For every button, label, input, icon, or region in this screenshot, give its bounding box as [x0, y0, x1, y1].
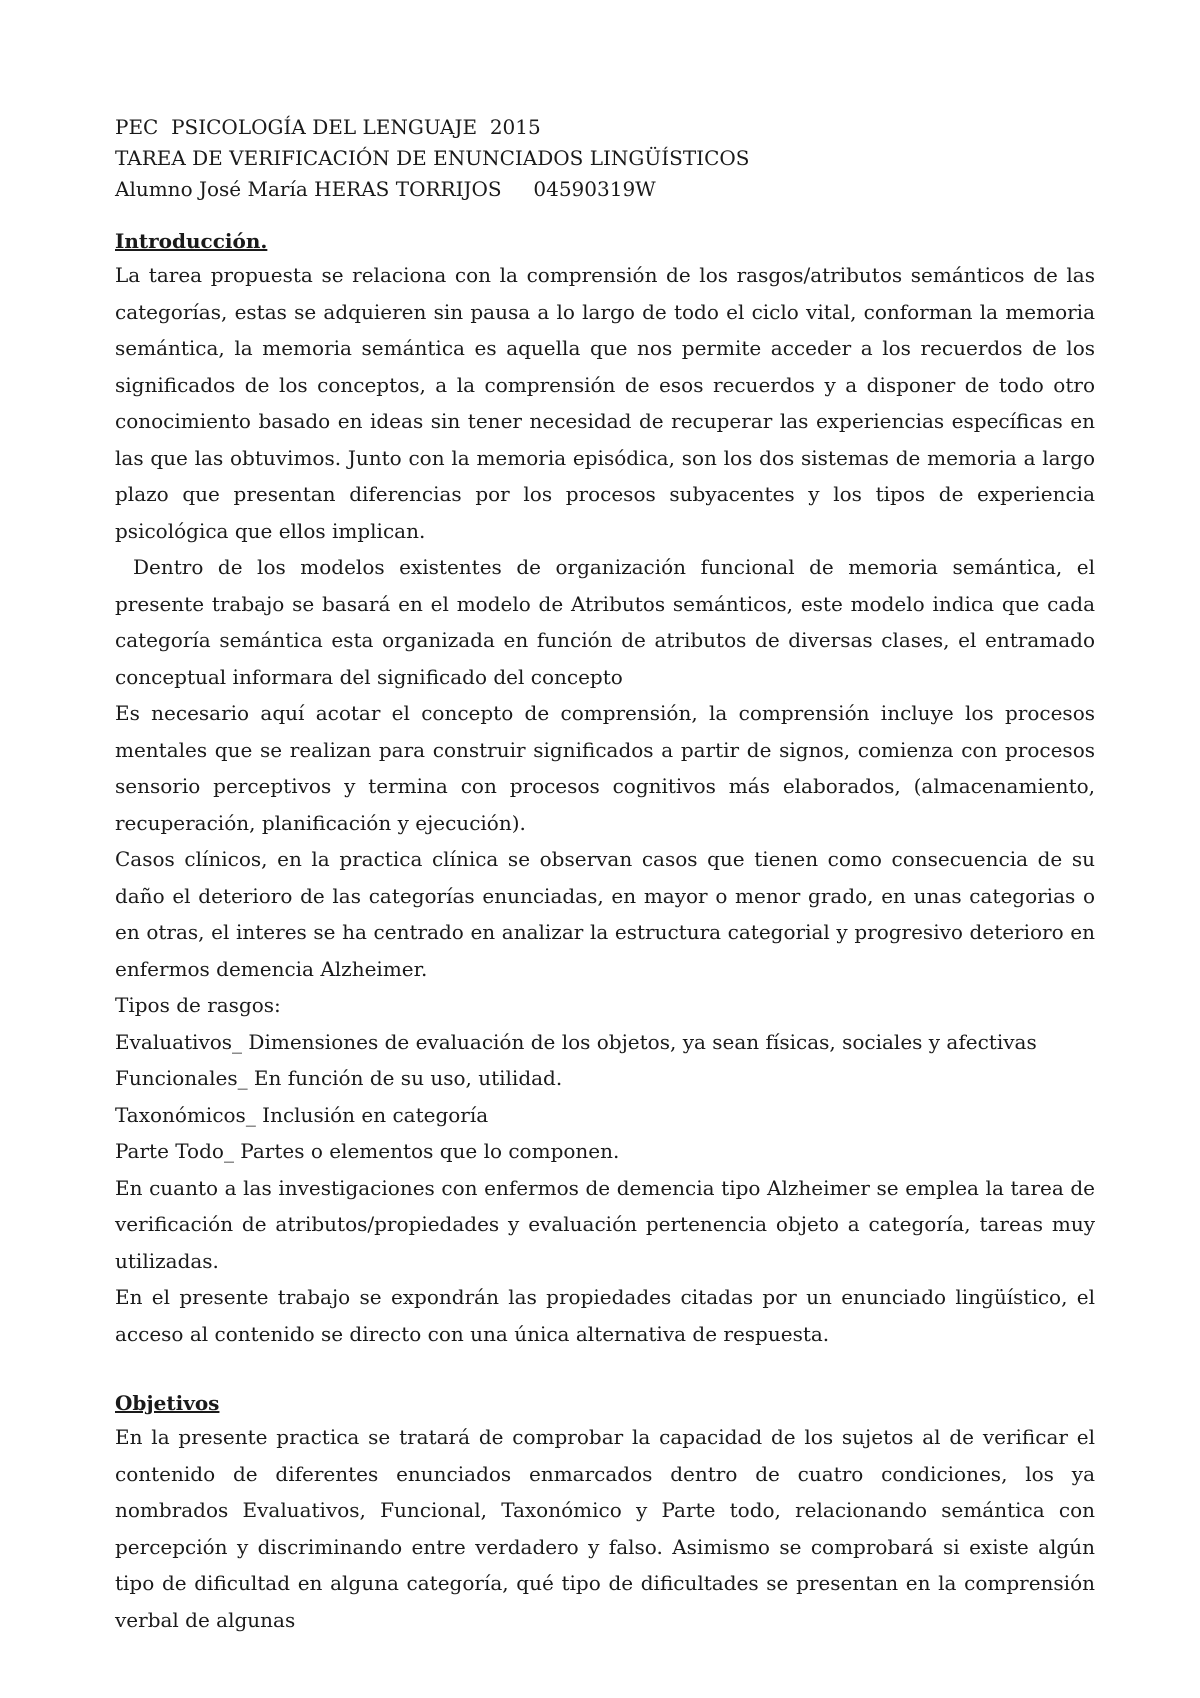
intro-paragraph-5: En cuanto a las investigaciones con enfermos de demencia tipo Alzheimer se emplea la tarea de verificación de atributos/propiedades y evaluación pertenencia objeto a categoría, tareas muy utilizadas. [115, 1175, 1095, 1273]
intro-paragraph-1: La tarea propuesta se relaciona con la comprensión de los rasgos/atributos semánticos de las categorías, estas se adquieren sin pausa a lo largo de todo el ciclo vital, conforman la memoria semántica, la memoria semántica es aquella que nos permite acceder a los recuerdos de los significados de los conceptos, a la comprensión de esos recuerdos y a disponer de todo otro conocimiento basado en ideas sin tener necesidad de recuperar las experiencias específicas en las que las obtuvimos. Junto con la memoria episódica, son los dos sistemas de memoria a largo plazo que presentan diferencias por los procesos subyacentes y los tipos de experiencia psicológica que ellos implican. [115, 263, 1095, 543]
objectives-paragraph-1: En la presente practica se tratará de comprobar la capacidad de los sujetos al de verificar el contenido de diferentes enunciados enmarcados dentro de cuatro condiciones, los ya nombrados Evaluativos, Funcional, Taxonómico y Parte todo, relacionando semántica con percepción y discriminando entre verdadero y falso. Asimismo se comprobará si existe algún tipo de dificultad en alguna categoría, qué tipo de dificultades se presentan en la comprensión verbal de algunas [115, 1425, 1095, 1632]
student-line: Alumno José María HERAS TORRIJOS 04590319W [115, 177, 656, 201]
document-header [115, 112, 1095, 205]
types-heading: Tipos de rasgos: [115, 993, 281, 1017]
type-part-whole: Parte Todo_ Partes o elementos que lo componen. [115, 1139, 620, 1163]
intro-paragraph-3: Es necesario aquí acotar el concepto de comprensión, la comprensión incluye los procesos mentales que se realizan para construir significados a partir de signos, comienza con procesos sensorio perceptivos y termina con procesos cognitivos más elaborados, (almacenamiento, recuperación, planificación y ejecución). [115, 701, 1095, 835]
type-taxonomic: Taxonómicos_ Inclusión en categoría [115, 1102, 489, 1127]
intro-paragraph-2: Dentro de los modelos existentes de organización funcional de memoria semántica, el presente trabajo se basará en el modelo de Atributos semánticos, este modelo indica que cada categoría semántica esta organizada en función de atributos de diversas clases, el entramado conceptual informara del significado del concepto [115, 555, 1095, 689]
task-title: TAREA DE VERIFICACIÓN DE ENUNCIADOS LINGÜÍSTICOS [115, 146, 750, 170]
section-spacer [115, 1352, 1095, 1388]
course-title: PEC PSICOLOGÍA DEL LENGUAJE 2015 [115, 115, 541, 139]
document-page [115, 112, 1095, 1638]
type-evaluative: Evaluativos_ Dimensiones de evaluación de los objetos, ya sean físicas, sociales y afectivas [115, 1029, 1037, 1054]
objectives-heading: Objetivos [115, 1391, 220, 1415]
type-functional: Funcionales_ En función de su uso, utilidad. [115, 1066, 563, 1090]
intro-heading: Introducción. [115, 229, 268, 253]
intro-paragraph-4: Casos clínicos, en la practica clínica se observan casos que tienen como consecuencia de su daño el deterioro de las categorías enunciadas, en mayor o menor grado, en unas categorias o en otras, el interes se ha centrado en analizar la estructura categorial y progresivo deterioro en enfermos demencia Alzheimer. [115, 847, 1095, 981]
intro-paragraph-6: En el presente trabajo se expondrán las propiedades citadas por un enunciado lingüístico, el acceso al contenido se directo con una única alternativa de respuesta. [115, 1285, 1095, 1346]
